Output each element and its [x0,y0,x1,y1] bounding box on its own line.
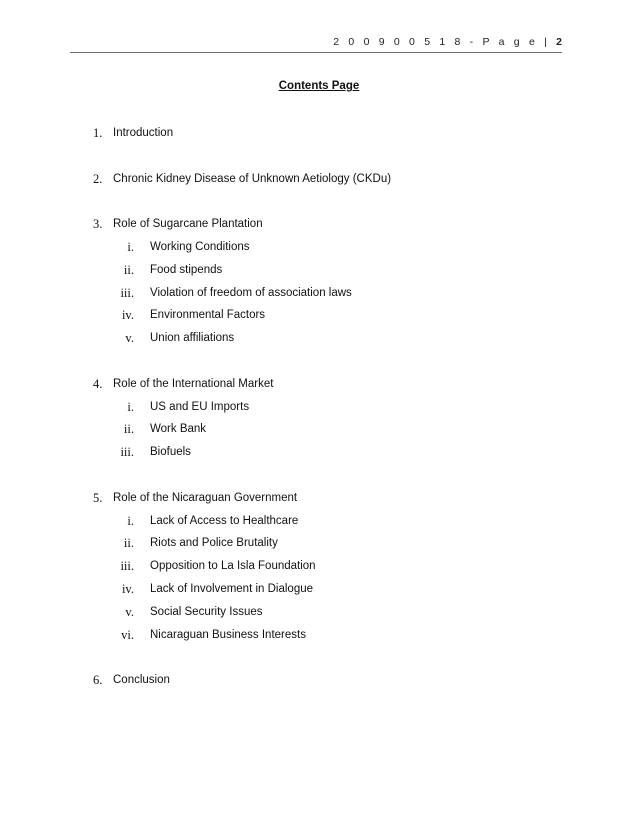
toc-subsection [0,236,638,259]
toc-subsection-title: Nicaraguan Business Interests [150,628,306,641]
toc-subsection-number: iii. [120,445,134,460]
toc-section [0,487,638,510]
toc-section-number: 4. [93,376,103,391]
toc-subsection-number: ii. [123,422,134,437]
toc-subsection [0,327,638,350]
toc-section [0,669,638,692]
toc-subsection-title: Riots and Police Brutality [150,537,278,550]
toc-subsection-number: vi. [121,627,134,642]
toc-subsection [0,396,638,419]
table-of-contents [0,122,638,692]
page-label: P a g e [482,36,538,48]
toc-subsection-number: ii. [123,536,134,551]
toc-subsection-title: Opposition to La Isla Foundation [150,560,316,573]
toc-subsection-title: Lack of Access to Healthcare [150,514,299,527]
toc-subsection-number: v. [125,331,134,346]
toc-subsection [0,282,638,305]
toc-subsection [0,532,638,555]
toc-subsection [0,578,638,601]
toc-section [0,168,638,191]
toc-subsection [0,555,638,578]
toc-subsection [0,259,638,282]
toc-subsection-title: Working Conditions [150,240,250,253]
toc-subsection-title: Biofuels [150,446,191,459]
toc-subsection-title: Lack of Involvement in Dialogue [150,582,314,595]
toc-subsection-title: Work Bank [150,423,207,436]
toc-subsection [0,418,638,441]
toc-section [0,213,638,236]
header-separator: - [463,36,483,48]
toc-subsection [0,601,638,624]
toc-subsection-number: i. [127,399,134,414]
header-bar: | [537,36,557,48]
toc-subsection-title: Food stipends [150,263,223,276]
page-header [333,36,562,48]
toc-subsection-number: ii. [123,262,134,277]
toc-section-number: 5. [93,490,103,505]
toc-section-title: Role of Sugarcane Plantation [113,218,263,231]
toc-section-number: 1. [93,126,103,140]
toc-subsection-title: US and EU Imports [150,400,250,413]
toc-subsection-number: i. [127,239,134,254]
toc-section-title: Role of the Nicaraguan Government [113,491,298,504]
toc-section [0,373,638,396]
toc-subsection [0,624,638,647]
toc-subsection [0,304,638,327]
toc-section-title: Conclusion [113,674,170,687]
toc-subsection-title: Environmental Factors [150,309,266,322]
header-rule [70,52,562,53]
toc-subsection-number: iii. [120,559,134,574]
toc-subsection-number: iv. [121,581,134,596]
toc-subsection-number: v. [125,604,134,619]
page-title: Contents Page [278,80,360,92]
toc-section-title: Role of the International Market [113,377,274,390]
toc-subsection [0,441,638,464]
toc-subsection-number: iv. [121,308,134,323]
toc-section-number: 3. [93,217,103,232]
toc-subsection-number: i. [127,513,134,528]
toc-section-title: Chronic Kidney Disease of Unknown Aetiology (CKDu) [113,172,392,185]
document-id: 2 0 0 9 0 0 5 1 8 [333,36,464,48]
toc-section-title: Introduction [113,127,174,139]
toc-subsection-title: Social Security Issues [150,605,263,618]
toc-subsection [0,510,638,533]
toc-section [0,122,638,145]
toc-subsection-title: Violation of freedom of association laws [150,286,352,299]
toc-subsection-number: iii. [120,285,134,300]
toc-subsection-title: Union affiliations [150,332,235,345]
toc-section-number: 6. [93,673,103,688]
toc-section-number: 2. [93,171,103,186]
page-number: 2 [556,36,562,48]
